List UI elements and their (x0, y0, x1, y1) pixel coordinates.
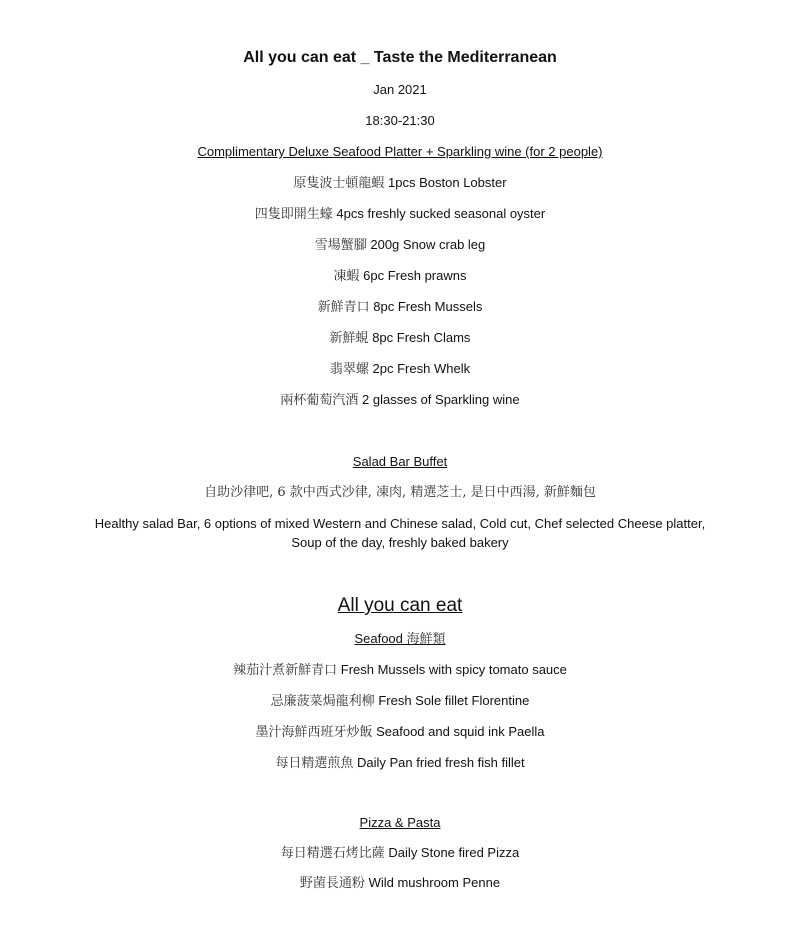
platter-heading: Complimentary Deluxe Seafood Platter + Sparkling wine (for 2 people) (197, 144, 603, 159)
item-en: 8pc Fresh Clams (372, 330, 471, 345)
item-en: 4pcs freshly sucked seasonal oyster (336, 206, 546, 221)
item-en: 200g Snow crab leg (370, 237, 486, 252)
item-zh: 凍蝦 (333, 269, 360, 284)
platter-item (0, 205, 800, 224)
item-zh: 每日精選石烤比薩 (280, 846, 385, 861)
salad-description-zh: 自助沙律吧, 6 款中西式沙律, 凍肉, 精選芝士, 是日中西湯, 新鮮麵包 (204, 485, 596, 500)
item-en: 2 glasses of Sparkling wine (362, 392, 520, 407)
menu-time: 18:30-21:30 (365, 113, 435, 128)
platter-item (0, 174, 800, 193)
item-zh: 翡翠螺 (329, 362, 369, 377)
item-en: Fresh Mussels with spicy tomato sauce (340, 662, 567, 677)
seafood-heading-en: Seafood (354, 631, 403, 646)
item-en: Fresh Sole fillet Florentine (378, 693, 530, 708)
menu-title: All you can eat _ Taste the Mediterranean (243, 49, 557, 66)
seafood-item (0, 661, 800, 680)
platter-item (0, 236, 800, 255)
salad-description-en: Healthy salad Bar, 6 options of mixed Western and Chinese salad, Cold cut, Chef selected Cheese platter, Soup of the day, freshly baked bakery (94, 516, 706, 550)
item-en: 6pc Fresh prawns (363, 268, 467, 283)
platter-item (0, 267, 800, 286)
menu-date: Jan 2021 (373, 82, 427, 97)
item-zh: 新鮮蜆 (329, 331, 369, 346)
platter-item (0, 360, 800, 379)
platter-item (0, 391, 800, 410)
seafood-item (0, 692, 800, 711)
item-en: Seafood and squid ink Paella (376, 724, 545, 739)
item-zh: 新鮮青口 (317, 300, 370, 315)
item-zh: 雪場蟹腳 (314, 238, 367, 253)
item-en: Wild mushroom Penne (368, 875, 501, 890)
item-zh: 兩杯葡萄汽酒 (280, 393, 359, 408)
ayce-heading: All you can eat (337, 595, 463, 616)
seafood-heading-zh: 海鮮類 (406, 632, 446, 647)
seafood-heading (0, 630, 800, 649)
salad-heading: Salad Bar Buffet (352, 454, 448, 469)
item-zh: 忌廉菠菜焗龍利柳 (270, 694, 375, 709)
pizza-heading: Pizza & Pasta (359, 815, 441, 830)
seafood-item (0, 754, 800, 773)
item-en: 8pc Fresh Mussels (373, 299, 483, 314)
item-en: Daily Stone fired Pizza (388, 845, 520, 860)
item-en: 1pcs Boston Lobster (388, 175, 507, 190)
item-en: 2pc Fresh Whelk (372, 361, 471, 376)
platter-item (0, 298, 800, 317)
item-zh: 原隻波士頓龍蝦 (293, 176, 385, 191)
item-zh: 墨汁海鮮西班牙炒飯 (255, 725, 373, 740)
item-zh: 野菌長通粉 (299, 876, 365, 891)
item-zh: 辣茄汁煮新鮮青口 (233, 663, 338, 678)
pizza-item (0, 874, 800, 893)
item-en: Daily Pan fried fresh fish fillet (357, 755, 525, 770)
platter-item (0, 329, 800, 348)
pizza-item (0, 844, 800, 863)
seafood-item (0, 723, 800, 742)
item-zh: 每日精選煎魚 (275, 756, 354, 771)
item-zh: 四隻即開生蠔 (254, 207, 333, 222)
